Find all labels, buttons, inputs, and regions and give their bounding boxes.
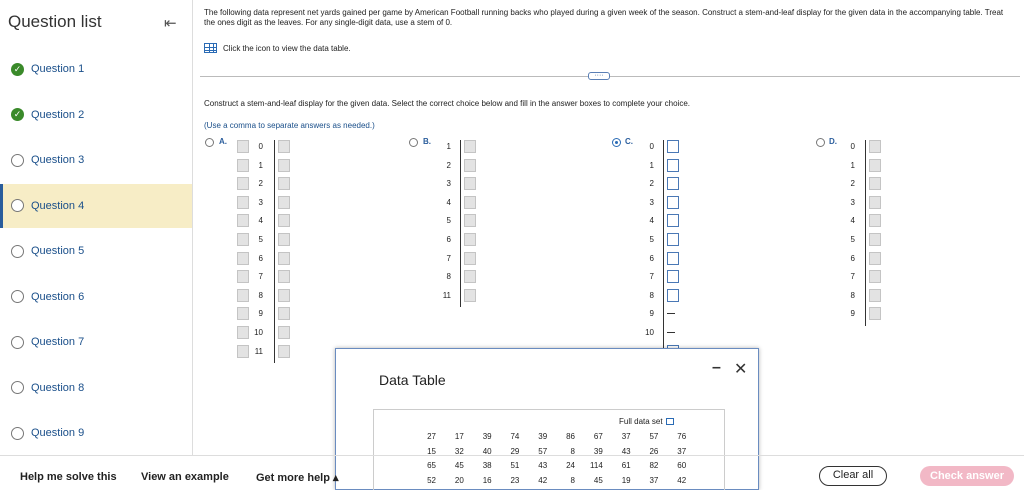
stem-value: 9 bbox=[850, 309, 855, 319]
empty-leaf-dash bbox=[667, 313, 675, 314]
stem-value: 1 bbox=[649, 160, 654, 170]
leaf-input[interactable] bbox=[464, 159, 476, 172]
full-data-set-link[interactable] bbox=[619, 417, 674, 426]
question-item-label: Question 4 bbox=[31, 199, 85, 212]
table-cell: 43 bbox=[621, 446, 631, 456]
divider-handle[interactable]: ···· bbox=[588, 72, 610, 80]
stem-leaf-divider bbox=[663, 140, 664, 363]
stem-value: 5 bbox=[446, 216, 451, 226]
stem-value: 10 bbox=[645, 328, 654, 337]
stem-value: 3 bbox=[850, 197, 855, 207]
leaf-input[interactable] bbox=[464, 214, 476, 227]
question-item-label: Question 5 bbox=[31, 245, 85, 257]
table-cell: 39 bbox=[482, 432, 492, 441]
table-cell: 45 bbox=[454, 461, 464, 470]
question-item-2[interactable] bbox=[0, 93, 192, 137]
leaf-input[interactable] bbox=[278, 252, 290, 265]
stem-value: 11 bbox=[254, 346, 263, 356]
check-answer-button[interactable]: Check answer bbox=[920, 466, 1014, 486]
leaf-input[interactable] bbox=[278, 326, 290, 339]
table-cell: 40 bbox=[482, 446, 492, 456]
stem-value: 7 bbox=[258, 272, 263, 282]
leaf-input[interactable] bbox=[464, 140, 476, 153]
table-cell: 29 bbox=[510, 446, 520, 456]
table-cell: 32 bbox=[454, 446, 464, 456]
leaf-input[interactable] bbox=[278, 307, 290, 320]
leaf-input[interactable] bbox=[869, 196, 881, 209]
circle-icon bbox=[11, 336, 24, 349]
leaf-input[interactable] bbox=[667, 252, 679, 265]
leaf-input[interactable] bbox=[278, 140, 290, 153]
question-item-label: Question 1 bbox=[31, 63, 85, 75]
stem-value: 6 bbox=[446, 235, 451, 244]
stem-input[interactable] bbox=[237, 307, 249, 320]
table-cell: 42 bbox=[677, 475, 687, 485]
question-item-3[interactable] bbox=[0, 138, 192, 182]
question-list-sidebar bbox=[0, 0, 193, 455]
table-cell: 65 bbox=[427, 461, 436, 470]
popup-title: Data Table bbox=[379, 372, 446, 388]
leaf-input[interactable] bbox=[464, 270, 476, 283]
choice-radio-d[interactable] bbox=[816, 138, 825, 147]
table-cell: 27 bbox=[427, 432, 436, 441]
circle-icon bbox=[11, 290, 24, 303]
table-cell: 19 bbox=[621, 475, 631, 485]
question-list-title: Question list bbox=[8, 12, 102, 31]
collapse-left-icon[interactable]: ⇤ bbox=[164, 15, 177, 32]
instruction-text: Construct a stem-and-leaf display for the given data. Select the correct choice below and fill in the answer boxes to complete your choice. bbox=[204, 99, 691, 108]
table-cell: 24 bbox=[566, 461, 575, 470]
choice-label: B. bbox=[423, 137, 431, 146]
choice-label: C. bbox=[625, 137, 633, 146]
table-cell: 15 bbox=[427, 446, 436, 456]
hint-text: (Use a comma to separate answers as needed.) bbox=[204, 121, 375, 130]
choice-label: A. bbox=[219, 137, 227, 146]
table-cell: 23 bbox=[510, 475, 520, 485]
table-cell: 17 bbox=[454, 432, 464, 441]
leaf-input[interactable] bbox=[869, 233, 881, 246]
table-cell: 52 bbox=[427, 475, 436, 485]
leaf-input[interactable] bbox=[667, 196, 679, 209]
leaf-input[interactable] bbox=[869, 289, 881, 302]
stem-value: 2 bbox=[649, 179, 654, 189]
stem-leaf-divider bbox=[274, 140, 275, 363]
table-cell: 37 bbox=[677, 446, 687, 456]
circle-icon bbox=[11, 427, 24, 440]
stem-input[interactable] bbox=[237, 345, 249, 358]
question-item-label: Question 3 bbox=[31, 154, 85, 166]
question-item-8[interactable] bbox=[0, 366, 192, 410]
leaf-input[interactable] bbox=[278, 196, 290, 209]
stem-input[interactable] bbox=[237, 289, 249, 302]
divider bbox=[200, 76, 1020, 77]
question-item-6[interactable] bbox=[0, 275, 192, 319]
close-icon[interactable]: ✕ bbox=[734, 361, 748, 378]
stem-input[interactable] bbox=[237, 214, 249, 227]
stem-value: 4 bbox=[258, 216, 263, 226]
stem-value: 11 bbox=[442, 290, 451, 300]
stem-value: 0 bbox=[850, 142, 855, 151]
table-cell: 45 bbox=[593, 475, 603, 485]
stem-value: 8 bbox=[850, 290, 855, 300]
table-cell: 37 bbox=[621, 432, 631, 441]
empty-leaf-dash bbox=[667, 332, 675, 333]
choice-label: D. bbox=[829, 137, 837, 146]
stem-value: 6 bbox=[649, 253, 654, 263]
stem-value: 1 bbox=[258, 160, 263, 170]
table-cell: 61 bbox=[621, 461, 631, 470]
stem-input[interactable] bbox=[237, 159, 249, 172]
stem-value: 4 bbox=[850, 216, 855, 226]
stem-value: 1 bbox=[850, 160, 855, 170]
stem-value: 4 bbox=[446, 197, 451, 207]
stem-value: 1 bbox=[446, 142, 451, 151]
leaf-input[interactable] bbox=[278, 214, 290, 227]
stem-leaf-divider bbox=[460, 140, 461, 307]
stem-input[interactable] bbox=[237, 233, 249, 246]
leaf-input[interactable] bbox=[464, 177, 476, 190]
stem-value: 5 bbox=[258, 235, 263, 244]
stem-value: 3 bbox=[258, 197, 263, 207]
leaf-input[interactable] bbox=[278, 233, 290, 246]
stem-value: 8 bbox=[258, 290, 263, 300]
table-cell: 76 bbox=[677, 432, 687, 441]
leaf-input[interactable] bbox=[278, 345, 290, 358]
get-more-help-label: Get more help bbox=[256, 472, 330, 484]
leaf-input[interactable] bbox=[667, 159, 679, 172]
question-item-label: Question 2 bbox=[31, 108, 85, 121]
table-cell: 57 bbox=[649, 432, 659, 441]
stem-value: 2 bbox=[446, 160, 451, 170]
question-item-label: Question 7 bbox=[31, 336, 85, 348]
stem-input[interactable] bbox=[237, 270, 249, 283]
stem-input[interactable] bbox=[237, 326, 249, 339]
question-item-label: Question 9 bbox=[31, 427, 85, 439]
question-text: The following data represent net yards gained per game by American Football running backs who played during a given week of the season. Construct a stem-and-leaf display for the given data in the accompanying table. Treat the ones digit as the leaves. For any single-digit data, use a stem of 0. bbox=[204, 8, 1004, 27]
leaf-input[interactable] bbox=[667, 214, 679, 227]
stem-value: 8 bbox=[446, 272, 451, 282]
leaf-input[interactable] bbox=[464, 252, 476, 265]
table-cell: 39 bbox=[538, 432, 548, 441]
stem-value: 7 bbox=[649, 272, 654, 282]
stem-value: 5 bbox=[649, 235, 654, 244]
table-cell: 114 bbox=[590, 461, 603, 470]
question-item-9[interactable] bbox=[0, 411, 192, 455]
table-cell: 8 bbox=[570, 475, 575, 485]
circle-icon bbox=[11, 245, 24, 258]
get-more-help-button[interactable] bbox=[256, 471, 339, 484]
question-item-7[interactable] bbox=[0, 320, 192, 364]
circle-icon bbox=[11, 381, 24, 394]
leaf-input[interactable] bbox=[464, 196, 476, 209]
table-cell: 60 bbox=[677, 461, 687, 470]
stem-value: 0 bbox=[649, 142, 654, 151]
stem-value: 10 bbox=[254, 328, 263, 337]
stem-value: 4 bbox=[649, 216, 654, 226]
view-example-button[interactable]: View an example bbox=[141, 471, 229, 483]
choice-radio-a[interactable] bbox=[205, 138, 214, 147]
leaf-input[interactable] bbox=[667, 177, 679, 190]
stem-input[interactable] bbox=[237, 196, 249, 209]
question-item-label: Question 6 bbox=[31, 290, 85, 303]
stem-input[interactable] bbox=[237, 140, 249, 153]
stem-value: 9 bbox=[649, 309, 654, 319]
stem-value: 6 bbox=[258, 253, 263, 263]
table-cell: 20 bbox=[454, 475, 464, 485]
stem-value: 2 bbox=[258, 179, 263, 189]
stem-leaf-divider bbox=[865, 140, 866, 326]
stem-value: 7 bbox=[850, 272, 855, 282]
table-link-label: Click the icon to view the data table. bbox=[223, 43, 351, 53]
leaf-input[interactable] bbox=[869, 252, 881, 265]
table-cell: 26 bbox=[649, 446, 659, 456]
stem-value: 8 bbox=[649, 290, 654, 300]
table-cell: 82 bbox=[649, 461, 659, 470]
stem-value: 2 bbox=[850, 179, 855, 189]
help-me-solve-button[interactable]: Help me solve this bbox=[20, 471, 117, 483]
leaf-input[interactable] bbox=[278, 270, 290, 283]
stem-value: 0 bbox=[258, 142, 263, 151]
leaf-input[interactable] bbox=[869, 159, 881, 172]
stem-value: 5 bbox=[850, 235, 855, 244]
table-cell: 57 bbox=[538, 446, 548, 456]
table-cell: 43 bbox=[538, 461, 548, 470]
leaf-input[interactable] bbox=[667, 270, 679, 283]
copy-icon[interactable] bbox=[666, 418, 674, 425]
table-cell: 16 bbox=[482, 475, 492, 485]
leaf-input[interactable] bbox=[869, 177, 881, 190]
table-cell: 8 bbox=[570, 446, 575, 456]
checkmark-icon: ✓ bbox=[11, 63, 24, 76]
question-item-label: Question 8 bbox=[31, 381, 85, 394]
full-data-set-label: Full data set bbox=[619, 417, 663, 426]
table-cell: 51 bbox=[510, 461, 520, 470]
choice-radio-c[interactable] bbox=[612, 138, 621, 147]
checkmark-icon: ✓ bbox=[11, 108, 24, 121]
table-cell: 39 bbox=[593, 446, 603, 456]
minimize-icon[interactable]: – bbox=[712, 359, 721, 376]
caret-up-icon: ▴ bbox=[333, 472, 339, 484]
stem-value: 7 bbox=[446, 253, 451, 263]
leaf-input[interactable] bbox=[869, 307, 881, 320]
choice-radio-b[interactable] bbox=[409, 138, 418, 147]
leaf-input[interactable] bbox=[667, 289, 679, 302]
leaf-input[interactable] bbox=[869, 270, 881, 283]
question-item-4[interactable] bbox=[0, 184, 192, 228]
table-cell: 37 bbox=[649, 475, 659, 485]
table-cell: 38 bbox=[482, 461, 492, 470]
table-cell: 74 bbox=[510, 432, 520, 441]
question-item-1[interactable] bbox=[0, 47, 192, 91]
table-icon[interactable] bbox=[204, 43, 217, 53]
leaf-input[interactable] bbox=[278, 159, 290, 172]
leaf-input[interactable] bbox=[667, 140, 679, 153]
leaf-input[interactable] bbox=[667, 233, 679, 246]
leaf-input[interactable] bbox=[869, 214, 881, 227]
leaf-input[interactable] bbox=[278, 177, 290, 190]
stem-input[interactable] bbox=[237, 177, 249, 190]
circle-icon bbox=[11, 154, 24, 167]
stem-value: 3 bbox=[446, 179, 451, 189]
data-table-link[interactable] bbox=[204, 43, 351, 53]
table-cell: 86 bbox=[566, 432, 575, 441]
stem-value: 9 bbox=[258, 309, 263, 319]
stem-value: 6 bbox=[850, 253, 855, 263]
stem-value: 3 bbox=[649, 197, 654, 207]
leaf-input[interactable] bbox=[278, 289, 290, 302]
question-item-5[interactable] bbox=[0, 229, 192, 273]
circle-icon bbox=[11, 199, 24, 212]
stem-input[interactable] bbox=[237, 252, 249, 265]
leaf-input[interactable] bbox=[464, 289, 476, 302]
leaf-input[interactable] bbox=[464, 233, 476, 246]
table-cell: 42 bbox=[538, 475, 548, 485]
clear-all-button[interactable]: Clear all bbox=[819, 466, 887, 486]
table-cell: 67 bbox=[593, 432, 603, 441]
leaf-input[interactable] bbox=[869, 140, 881, 153]
